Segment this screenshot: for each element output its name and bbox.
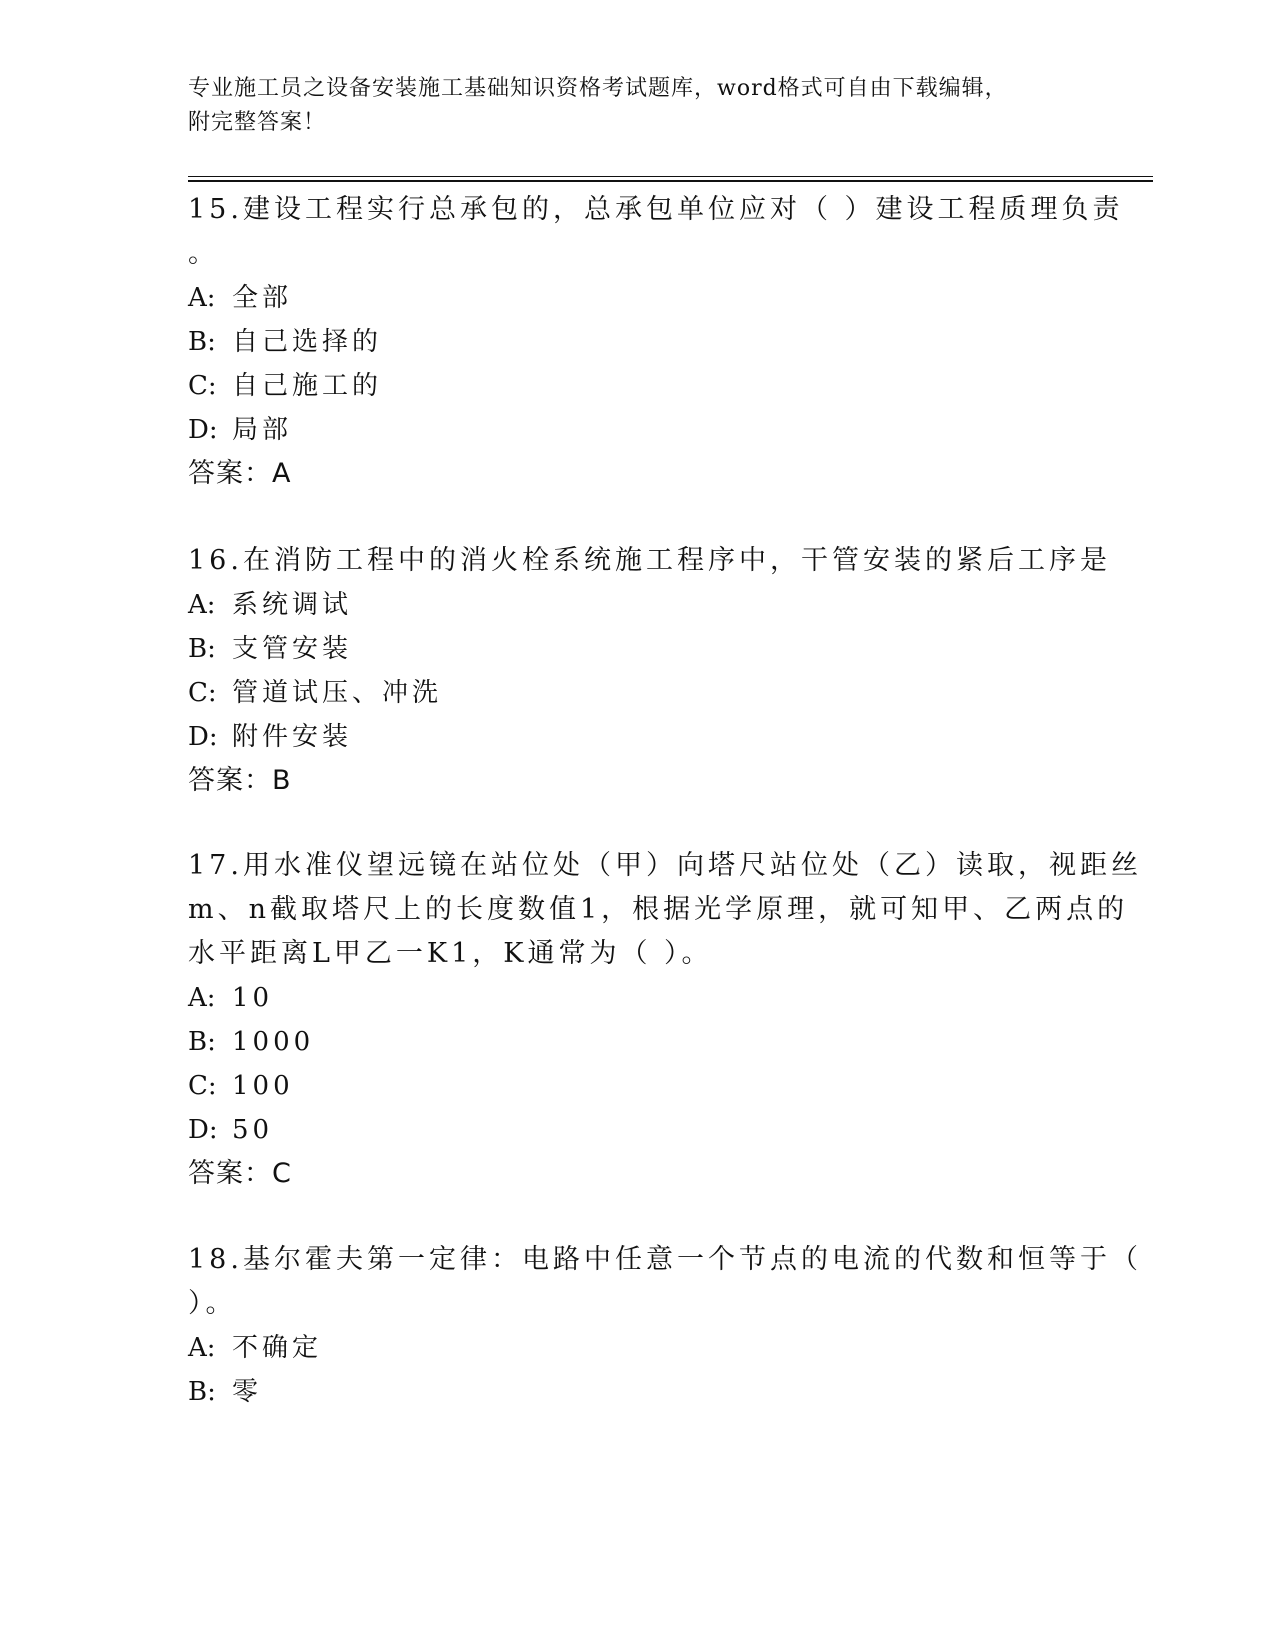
option-letter: D: xyxy=(188,415,218,445)
option-letter: C: xyxy=(188,1071,217,1101)
option-letter: A: xyxy=(188,283,216,313)
question-18-option-a xyxy=(188,1330,322,1366)
question-15-option-a xyxy=(188,280,292,316)
header-divider-thin xyxy=(188,176,1153,177)
question-17-option-b xyxy=(188,1024,314,1060)
option-letter: D: xyxy=(188,1115,218,1145)
question-15-text-line-2: 。 xyxy=(188,238,219,269)
question-16-answer: 答案：B xyxy=(188,765,292,796)
document-header-line-1: 专业施工员之设备安装施工基础知识资格考试题库，word格式可自由下载编辑， xyxy=(188,76,1008,101)
question-18-text-line-1: 18.基尔霍夫第一定律：电路中任意一个节点的电流的代数和恒等于（ xyxy=(188,1244,1142,1275)
option-letter: C: xyxy=(188,371,217,401)
option-text: 系统调试 xyxy=(232,590,353,620)
question-16-text-line-1: 16.在消防工程中的消火栓系统施工程序中，干管安装的紧后工序是 xyxy=(188,545,1111,576)
question-15-option-b xyxy=(188,324,382,360)
question-15-text-line-1: 15.建设工程实行总承包的，总承包单位应对（ ）建设工程质理负责 xyxy=(188,194,1124,225)
question-17-option-c xyxy=(188,1068,294,1104)
question-15-answer: 答案：A xyxy=(188,458,292,489)
question-17-option-a xyxy=(188,980,273,1016)
option-letter: C: xyxy=(188,678,217,708)
option-text: 50 xyxy=(232,1115,274,1145)
header-divider-thick xyxy=(188,180,1153,182)
option-text: 支管安装 xyxy=(232,634,353,664)
document-header-line-2: 附完整答案！ xyxy=(188,110,327,135)
option-text: 全部 xyxy=(232,283,293,313)
question-16-option-c xyxy=(188,675,442,711)
question-17-text-line-1: 17.用水准仪望远镜在站位处（甲）向塔尺站位处（乙）读取，视距丝 xyxy=(188,850,1142,881)
question-16-option-a xyxy=(188,587,352,623)
question-16-option-b xyxy=(188,631,352,667)
option-text: 零 xyxy=(232,1377,263,1407)
option-text: 局部 xyxy=(232,415,293,445)
option-letter: B: xyxy=(188,1377,216,1407)
option-text: 1000 xyxy=(232,1027,315,1057)
question-17-answer: 答案：C xyxy=(188,1158,292,1189)
option-text: 10 xyxy=(232,983,274,1013)
option-letter: B: xyxy=(188,1027,216,1057)
question-17-option-d xyxy=(188,1112,273,1148)
question-18-text-line-2: ）。 xyxy=(188,1288,237,1319)
option-text: 附件安装 xyxy=(232,722,353,752)
question-17-text-line-2: m、n截取塔尺上的长度数值1，根据光学原理，就可知甲、乙两点的 xyxy=(188,894,1129,925)
question-16-option-d xyxy=(188,719,352,755)
question-18-option-b xyxy=(188,1374,262,1410)
option-letter: A: xyxy=(188,590,216,620)
option-text: 不确定 xyxy=(232,1333,323,1363)
option-letter: A: xyxy=(188,1333,216,1363)
question-15-option-d xyxy=(188,412,292,448)
option-text: 管道试压、冲洗 xyxy=(232,678,443,708)
question-17-text-line-3: 水平距离L甲乙一K1，K通常为（ ）。 xyxy=(188,938,713,969)
question-15-option-c xyxy=(188,368,382,404)
option-letter: B: xyxy=(188,634,216,664)
option-letter: D: xyxy=(188,722,218,752)
option-text: 自己选择的 xyxy=(232,327,383,357)
option-text: 100 xyxy=(232,1071,294,1101)
option-letter: B: xyxy=(188,327,216,357)
option-text: 自己施工的 xyxy=(232,371,383,401)
option-letter: A: xyxy=(188,983,216,1013)
